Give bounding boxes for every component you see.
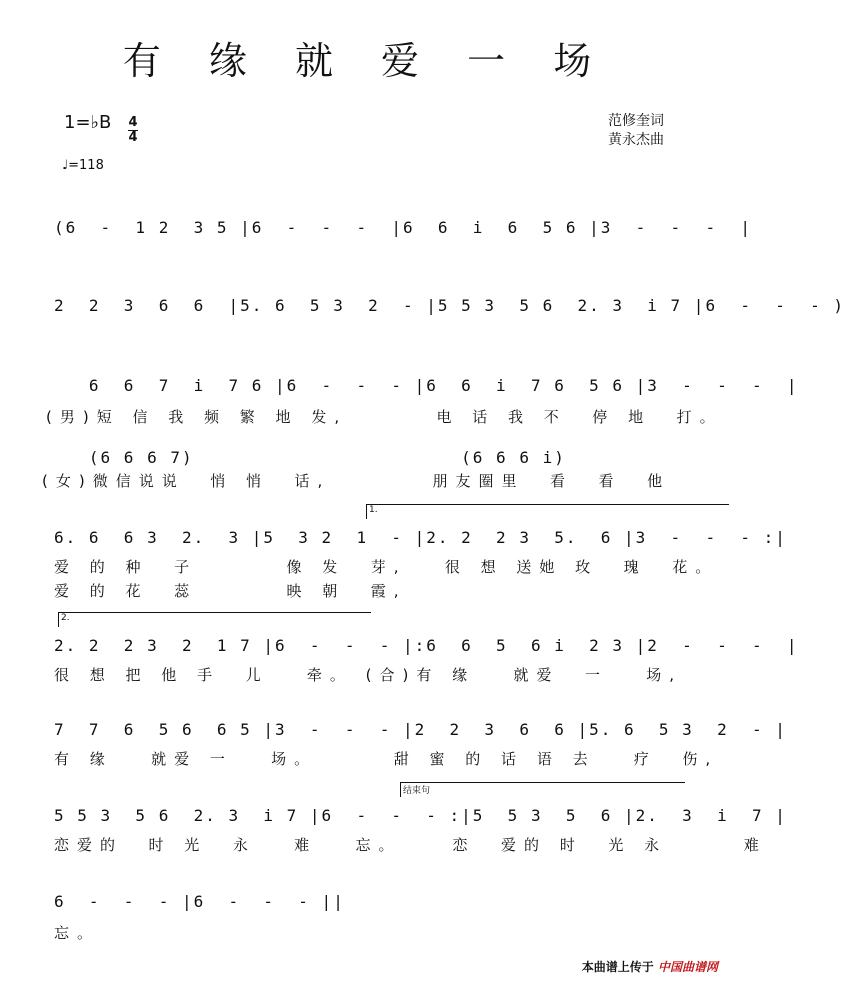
lyric-line: 恋爱的 时 光 永 难 忘。 恋 爱的 时 光 永 难	[54, 836, 767, 854]
notes-line: 2. 2 2 3 2 1 7 |6 - - - |:6 6 5 6 i 2 3 |2 - - - |	[54, 636, 799, 655]
lyric-line: 忘。	[54, 924, 101, 942]
volta-1: 1.	[366, 504, 729, 519]
notes-line: 7 7 6 5 6 6 5 |3 - - - |2 2 3 6 6 |5. 6 5 3 2 - |	[54, 720, 787, 739]
composer-credit: 黄永杰曲	[608, 132, 664, 148]
coda-bracket: 结束句	[400, 782, 685, 797]
score-row-6	[54, 613, 799, 684]
notes-line: (6 6 6 7) (6 6 6 i)	[54, 448, 566, 467]
score-row-4	[42, 448, 682, 490]
score-row-9	[54, 892, 682, 942]
lyric-line: 有 缘 就爱 一 场。 甜 蜜 的 话 语 去 疗 伤,	[54, 750, 719, 768]
notes-line: (6 - 1 2 3 5 |6 - - - |6 6 i 6 5 6 |3 - - - |	[54, 218, 752, 237]
footer-credit	[582, 958, 718, 975]
lyric-line: 很 想 把 他 手 儿 牵。 (合)有 缘 就爱 一 场,	[54, 666, 683, 684]
time-signature	[128, 116, 138, 145]
score-row-3	[46, 376, 799, 426]
tempo-marking: ♩=118	[62, 158, 104, 173]
score-row-1	[54, 218, 752, 246]
notes-line: 6 - - - |6 - - - ||	[54, 892, 345, 911]
score-row-5	[54, 505, 787, 600]
volta-2: 2.	[58, 612, 371, 627]
credits	[608, 112, 664, 150]
time-sig-top: 4	[128, 115, 138, 130]
lyric-line: (女)微信说说 悄 悄 话, 朋友圈里 看 看 他	[42, 472, 671, 490]
notes-line: 6. 6 6 3 2. 3 |5 3 2 1 - |2. 2 2 3 5. 6 |3 - - - :|	[54, 528, 787, 547]
notes-line: 2 2 3 6 6 |5. 6 5 3 2 - |5 5 3 5 6 2. 3 i 7 |6 - - - )	[54, 296, 845, 315]
score-row-2	[54, 296, 845, 324]
lyricist-credit: 范修奎词	[608, 113, 664, 129]
site-logo[interactable]: 中国曲谱网	[657, 960, 718, 974]
time-sig-bottom: 4	[128, 130, 138, 145]
footer-text: 本曲谱上传于	[581, 960, 654, 974]
key-signature: 1=♭B	[64, 112, 112, 133]
notes-line: 5 5 3 5 6 2. 3 i 7 |6 - - - :|5 5 3 5 6 |2. 3 i 7 |	[54, 806, 787, 825]
lyric-line: 爱 的 种 子 像 发 芽, 很 想 送她 玫 瑰 花。	[54, 558, 719, 576]
score-row-8	[54, 786, 787, 854]
song-title: 有 缘 就 爱 一 场	[122, 39, 610, 83]
score-row-7	[54, 720, 787, 768]
lyric-line-2: 爱 的 花 蕊 映 朝 霞,	[54, 582, 407, 600]
lyric-line: (男)短 信 我 频 繁 地 发, 电 话 我 不 停 地 打。	[46, 408, 723, 426]
notes-line: 6 6 7 i 7 6 |6 - - - |6 6 i 7 6 5 6 |3 - - - |	[54, 376, 799, 395]
